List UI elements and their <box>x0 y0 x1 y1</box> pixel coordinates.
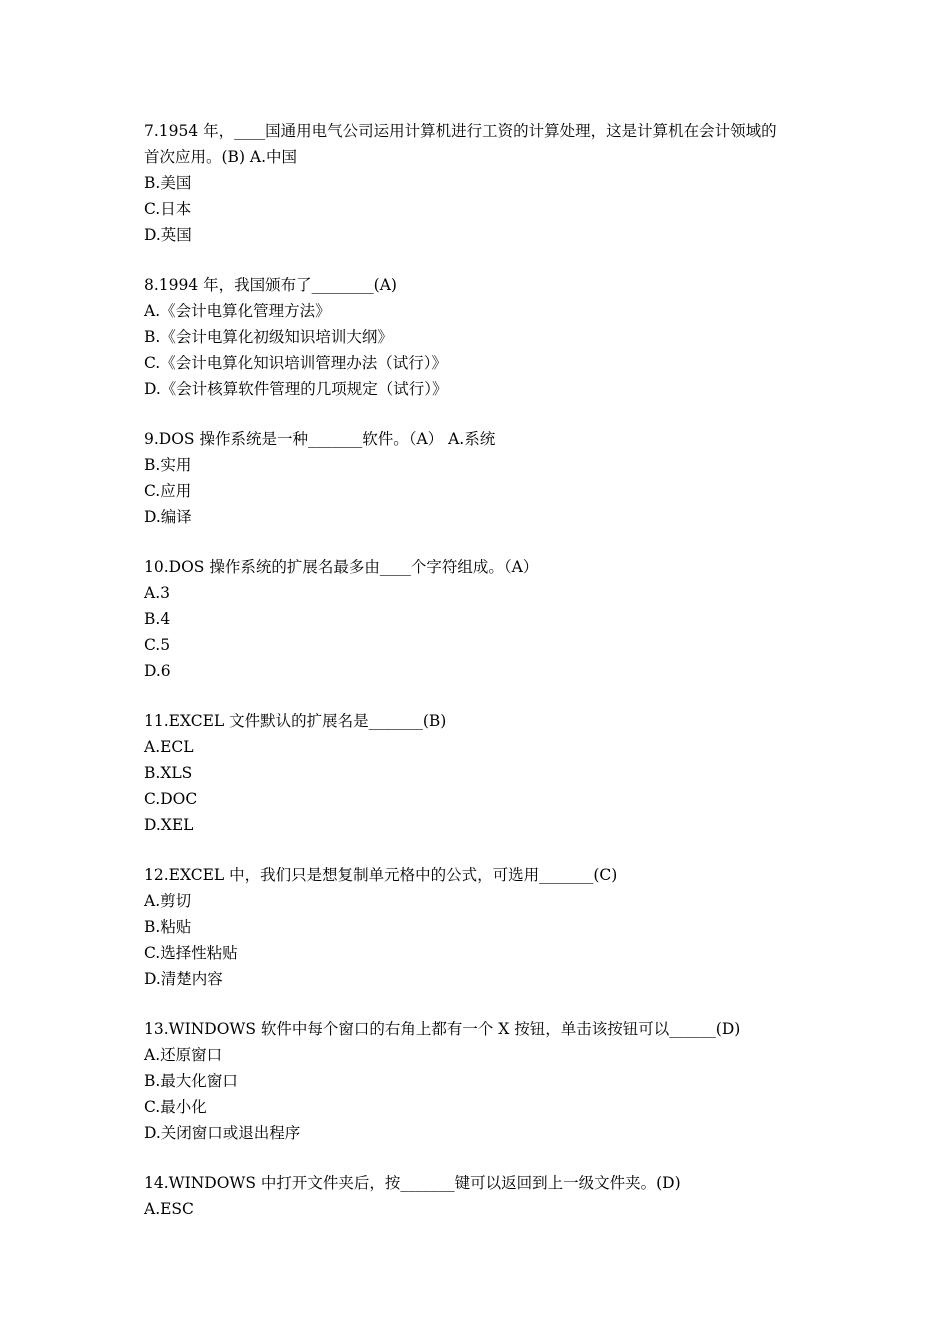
option-d: D.6 <box>144 662 171 680</box>
option-b: B.《会计电算化初级知识培训大纲》 <box>144 328 393 346</box>
question-stem: 10.DOS 操作系统的扩展名最多由____个字符组成。（A） <box>144 558 539 576</box>
question-stem: 13.WINDOWS 软件中每个窗口的右角上都有一个 X 按钮，单击该按钮可以______(D) <box>144 1020 741 1038</box>
option-c: C.《会计电算化知识培训管理办法（试行）》 <box>144 354 447 372</box>
option-a: A.ESC <box>144 1200 194 1218</box>
question-stem: 14.WINDOWS 中打开文件夹后，按_______键可以返回到上一级文件夹。(D) <box>144 1174 681 1192</box>
option-a: A.ECL <box>144 738 194 756</box>
question-8 <box>144 272 824 402</box>
question-11 <box>144 708 824 838</box>
option-d: D.《会计核算软件管理的几项规定（试行）》 <box>144 380 448 398</box>
question-13 <box>144 1016 824 1146</box>
question-7 <box>144 118 824 248</box>
option-a: A.《会计电算化管理方法》 <box>144 302 331 320</box>
option-d: D.英国 <box>144 226 192 244</box>
option-a: A.还原窗口 <box>144 1046 223 1064</box>
question-stem: 11.EXCEL 文件默认的扩展名是_______(B) <box>144 712 447 730</box>
question-stem: 12.EXCEL 中，我们只是想复制单元格中的公式，可选用_______(C) <box>144 866 618 884</box>
option-b: B.最大化窗口 <box>144 1072 238 1090</box>
option-c: C.最小化 <box>144 1098 207 1116</box>
question-stem: 8.1994 年，我国颁布了________(A) <box>144 276 397 294</box>
question-list <box>144 118 824 1246</box>
question-10 <box>144 554 824 684</box>
option-c: C.日本 <box>144 200 192 218</box>
question-stem: 首次应用。(B) A.中国 <box>144 148 298 166</box>
question-stem: 9.DOS 操作系统是一种_______软件。（A） A.系统 <box>144 430 496 448</box>
option-b: B.粘贴 <box>144 918 192 936</box>
option-b: B.XLS <box>144 764 193 782</box>
option-b: B.美国 <box>144 174 192 192</box>
option-d: D.XEL <box>144 816 194 834</box>
question-9 <box>144 426 824 530</box>
option-b: B.4 <box>144 610 171 628</box>
option-b: B.实用 <box>144 456 192 474</box>
option-c: C.5 <box>144 636 171 654</box>
question-stem: 7.1954 年，____国通用电气公司运用计算机进行工资的计算处理，这是计算机在会计领域的 <box>144 122 777 140</box>
option-d: D.清楚内容 <box>144 970 223 988</box>
question-14 <box>144 1170 824 1222</box>
option-d: D.关闭窗口或退出程序 <box>144 1124 301 1142</box>
question-12 <box>144 862 824 992</box>
option-c: C.选择性粘贴 <box>144 944 238 962</box>
option-a: A.剪切 <box>144 892 192 910</box>
option-a: A.3 <box>144 584 170 602</box>
option-c: C.DOC <box>144 790 198 808</box>
option-d: D.编译 <box>144 508 192 526</box>
option-c: C.应用 <box>144 482 192 500</box>
